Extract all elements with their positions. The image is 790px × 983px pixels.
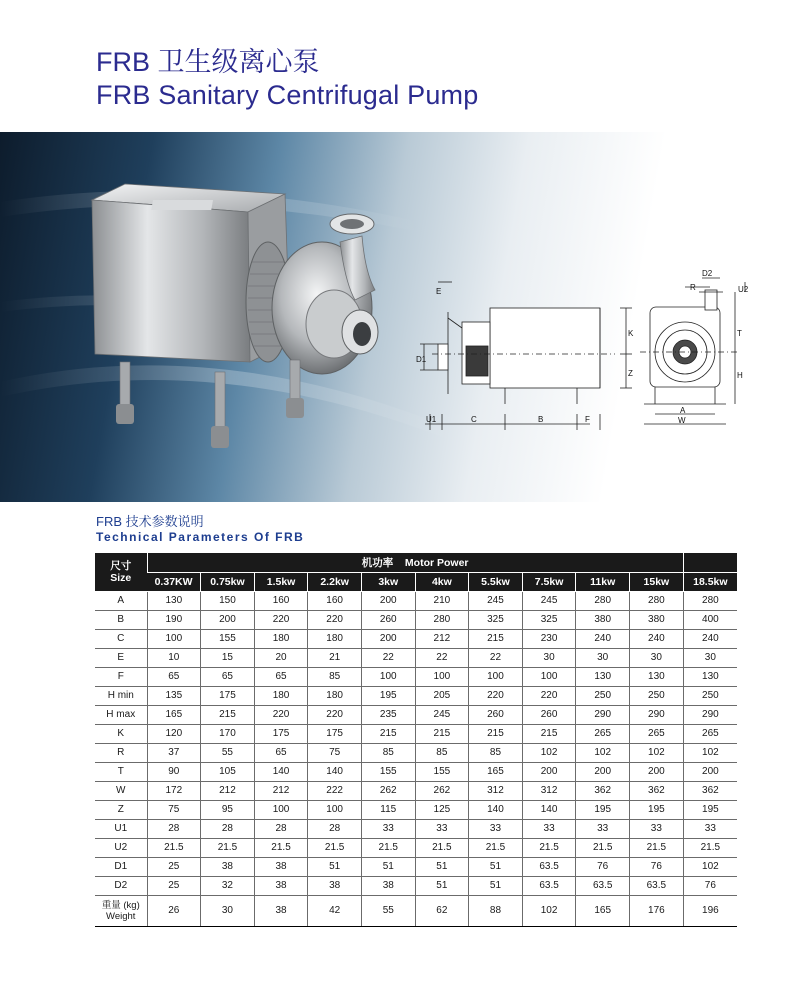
row-label: U2	[95, 838, 147, 857]
table-cell: 362	[683, 781, 737, 800]
table-cell: 200	[576, 762, 630, 781]
table-row	[95, 686, 737, 705]
table-cell: 100	[254, 800, 308, 819]
table-cell: 195	[361, 686, 415, 705]
table-cell: 21.5	[576, 838, 630, 857]
dim-label-c: C	[471, 415, 477, 424]
table-cell: 220	[308, 705, 362, 724]
row-label: H max	[95, 705, 147, 724]
page-title-cn: FRB 卫生级离心泵	[96, 47, 320, 77]
table-cell: 212	[201, 781, 255, 800]
table-cell: 245	[469, 591, 523, 610]
power-header-cell: 7.5kw	[522, 572, 576, 591]
front-view-drawing	[640, 278, 745, 424]
table-cell: 51	[361, 857, 415, 876]
table-row	[95, 781, 737, 800]
table-row	[95, 705, 737, 724]
table-cell: 262	[415, 781, 469, 800]
table-cell: 38	[201, 857, 255, 876]
table-cell: 215	[522, 724, 576, 743]
dim-label-d1: D1	[416, 355, 427, 364]
table-cell: 120	[147, 724, 201, 743]
table-cell: 51	[415, 857, 469, 876]
table-cell: 22	[361, 648, 415, 667]
dim-label-e: E	[436, 287, 442, 296]
row-label: H min	[95, 686, 147, 705]
table-row	[95, 762, 737, 781]
table-cell: 25	[147, 876, 201, 895]
table-cell: 265	[683, 724, 737, 743]
row-label: T	[95, 762, 147, 781]
table-cell: 212	[254, 781, 308, 800]
table-cell: 212	[415, 629, 469, 648]
table-cell: 200	[630, 762, 684, 781]
table-cell: 105	[201, 762, 255, 781]
table-cell: 250	[576, 686, 630, 705]
table-cell: 262	[361, 781, 415, 800]
table-cell: 63.5	[522, 857, 576, 876]
table-cell: 312	[522, 781, 576, 800]
table-cell: 21.5	[522, 838, 576, 857]
row-label: U1	[95, 819, 147, 838]
product-banner	[0, 132, 790, 502]
table-cell: 21	[308, 648, 362, 667]
dim-label-r: R	[690, 283, 696, 292]
dim-label-f: F	[585, 415, 590, 424]
table-row	[95, 724, 737, 743]
side-view-drawing	[420, 282, 632, 430]
dim-label-b: B	[538, 415, 544, 424]
table-row	[95, 876, 737, 895]
row-label: R	[95, 743, 147, 762]
table-cell: 21.5	[254, 838, 308, 857]
size-header-cn: 尺寸	[110, 559, 132, 572]
table-cell: 102	[522, 895, 576, 926]
motor-power-en: Motor Power	[404, 556, 469, 569]
table-cell: 20	[254, 648, 308, 667]
table-cell: 100	[147, 629, 201, 648]
table-cell: 65	[254, 743, 308, 762]
section-title-cn: FRB 技术参数说明	[96, 514, 204, 529]
table-cell: 33	[469, 819, 523, 838]
table-cell: 85	[415, 743, 469, 762]
table-row	[95, 857, 737, 876]
row-label: F	[95, 667, 147, 686]
table-cell: 200	[361, 629, 415, 648]
table-cell: 75	[308, 743, 362, 762]
table-cell: 240	[576, 629, 630, 648]
table-cell: 380	[576, 610, 630, 629]
table-cell: 325	[469, 610, 523, 629]
table-cell: 85	[469, 743, 523, 762]
table-cell: 95	[201, 800, 255, 819]
table-cell: 42	[308, 895, 362, 926]
size-header-en: Size	[110, 571, 132, 584]
table-cell: 28	[254, 819, 308, 838]
table-cell: 155	[361, 762, 415, 781]
table-cell: 30	[201, 895, 255, 926]
table-row	[95, 591, 737, 610]
table-cell: 28	[308, 819, 362, 838]
power-header-cell: 1.5kw	[254, 572, 308, 591]
table-cell: 33	[576, 819, 630, 838]
table-cell: 176	[630, 895, 684, 926]
row-label: W	[95, 781, 147, 800]
table-row	[95, 743, 737, 762]
table-cell: 175	[308, 724, 362, 743]
table-cell: 160	[254, 591, 308, 610]
table-cell: 33	[415, 819, 469, 838]
table-cell: 102	[683, 857, 737, 876]
power-header-cell: 18.5kw	[683, 572, 737, 591]
table-cell: 25	[147, 857, 201, 876]
power-header-row	[95, 572, 737, 591]
table-cell: 63.5	[576, 876, 630, 895]
table-cell: 63.5	[522, 876, 576, 895]
dim-label-z: Z	[628, 369, 633, 378]
table-cell: 196	[683, 895, 737, 926]
power-header-cell: 0.75kw	[201, 572, 255, 591]
table-cell: 240	[683, 629, 737, 648]
table-cell: 250	[630, 686, 684, 705]
table-cell: 21.5	[147, 838, 201, 857]
table-cell: 312	[469, 781, 523, 800]
table-cell: 62	[415, 895, 469, 926]
table-cell: 37	[147, 743, 201, 762]
table-cell: 21.5	[361, 838, 415, 857]
table-cell: 26	[147, 895, 201, 926]
table-cell: 195	[576, 800, 630, 819]
table-cell: 220	[522, 686, 576, 705]
table-cell: 260	[361, 610, 415, 629]
table-cell: 220	[254, 610, 308, 629]
dim-label-u2: U2	[738, 285, 749, 294]
table-cell: 30	[630, 648, 684, 667]
power-header-cell: 11kw	[576, 572, 630, 591]
table-cell: 85	[361, 743, 415, 762]
dim-label-a: A	[680, 406, 686, 415]
table-cell: 280	[576, 591, 630, 610]
table-cell: 75	[147, 800, 201, 819]
table-cell: 245	[415, 705, 469, 724]
size-header	[95, 553, 147, 591]
table-cell: 102	[576, 743, 630, 762]
table-cell: 115	[361, 800, 415, 819]
table-cell: 51	[469, 876, 523, 895]
table-row	[95, 667, 737, 686]
spec-table	[95, 553, 737, 927]
table-cell: 280	[415, 610, 469, 629]
table-cell: 100	[469, 667, 523, 686]
table-cell: 76	[683, 876, 737, 895]
table-cell: 265	[630, 724, 684, 743]
table-cell: 235	[361, 705, 415, 724]
table-cell: 21.5	[201, 838, 255, 857]
table-cell: 33	[683, 819, 737, 838]
table-cell: 200	[201, 610, 255, 629]
table-cell: 180	[254, 629, 308, 648]
power-header-cell: 15kw	[630, 572, 684, 591]
page-title-en: FRB Sanitary Centrifugal Pump	[96, 80, 479, 110]
spec-table-body	[95, 591, 737, 926]
table-cell: 215	[201, 705, 255, 724]
dim-label-t: T	[737, 329, 742, 338]
power-header-cell: 4kw	[415, 572, 469, 591]
table-cell: 200	[522, 762, 576, 781]
table-cell: 130	[576, 667, 630, 686]
table-cell: 76	[576, 857, 630, 876]
table-cell: 175	[201, 686, 255, 705]
dim-label-u1: U1	[426, 415, 437, 424]
table-cell: 222	[308, 781, 362, 800]
table-cell: 51	[469, 857, 523, 876]
row-label: D1	[95, 857, 147, 876]
row-label: Z	[95, 800, 147, 819]
motor-power-header	[147, 553, 683, 572]
table-cell: 195	[683, 800, 737, 819]
table-cell: 100	[361, 667, 415, 686]
table-cell: 230	[522, 629, 576, 648]
table-cell: 280	[630, 591, 684, 610]
table-cell: 65	[201, 667, 255, 686]
table-cell: 33	[361, 819, 415, 838]
table-cell: 290	[683, 705, 737, 724]
table-cell: 200	[361, 591, 415, 610]
table-cell: 51	[415, 876, 469, 895]
table-cell: 215	[361, 724, 415, 743]
table-cell: 90	[147, 762, 201, 781]
table-cell: 155	[415, 762, 469, 781]
table-cell: 130	[630, 667, 684, 686]
table-cell: 33	[630, 819, 684, 838]
table-cell: 100	[308, 800, 362, 819]
table-row	[95, 838, 737, 857]
table-cell: 362	[576, 781, 630, 800]
table-cell: 195	[630, 800, 684, 819]
table-cell: 265	[576, 724, 630, 743]
table-cell: 125	[415, 800, 469, 819]
motor-power-header-extra	[683, 553, 737, 572]
pump-illustration	[92, 184, 378, 448]
table-cell: 135	[147, 686, 201, 705]
table-cell: 220	[469, 686, 523, 705]
row-label: B	[95, 610, 147, 629]
table-cell: 380	[630, 610, 684, 629]
table-cell: 155	[201, 629, 255, 648]
table-cell: 172	[147, 781, 201, 800]
table-cell: 290	[630, 705, 684, 724]
table-cell: 200	[683, 762, 737, 781]
table-cell: 180	[308, 629, 362, 648]
table-cell: 325	[522, 610, 576, 629]
table-cell: 76	[630, 857, 684, 876]
table-cell: 28	[147, 819, 201, 838]
table-cell: 28	[201, 819, 255, 838]
table-cell: 100	[415, 667, 469, 686]
table-cell: 260	[469, 705, 523, 724]
table-cell: 21.5	[469, 838, 523, 857]
dim-label-k: K	[628, 329, 634, 338]
table-cell: 30	[576, 648, 630, 667]
table-cell: 290	[576, 705, 630, 724]
table-row	[95, 819, 737, 838]
table-cell: 150	[201, 591, 255, 610]
table-cell: 102	[630, 743, 684, 762]
table-cell: 21.5	[630, 838, 684, 857]
table-cell: 38	[308, 876, 362, 895]
table-cell: 220	[254, 705, 308, 724]
table-cell: 55	[361, 895, 415, 926]
table-cell: 165	[147, 705, 201, 724]
table-cell: 102	[522, 743, 576, 762]
dim-label-w: W	[678, 416, 686, 425]
row-label: E	[95, 648, 147, 667]
banner-artwork	[0, 132, 790, 502]
table-cell: 180	[308, 686, 362, 705]
table-cell: 215	[469, 724, 523, 743]
table-cell: 170	[201, 724, 255, 743]
table-cell: 240	[630, 629, 684, 648]
table-cell: 140	[469, 800, 523, 819]
table-cell: 30	[522, 648, 576, 667]
table-cell: 175	[254, 724, 308, 743]
table-cell: 220	[308, 610, 362, 629]
table-cell: 215	[469, 629, 523, 648]
table-cell: 245	[522, 591, 576, 610]
table-row	[95, 629, 737, 648]
power-header-cell: 5.5kw	[469, 572, 523, 591]
table-cell: 65	[254, 667, 308, 686]
table-cell: 22	[415, 648, 469, 667]
section-title-en: Technical Parameters Of FRB	[96, 530, 305, 544]
table-cell: 21.5	[415, 838, 469, 857]
table-cell: 190	[147, 610, 201, 629]
row-label: A	[95, 591, 147, 610]
table-cell: 30	[683, 648, 737, 667]
table-cell: 400	[683, 610, 737, 629]
weight-row	[95, 895, 737, 926]
table-cell: 65	[147, 667, 201, 686]
table-cell: 362	[630, 781, 684, 800]
table-cell: 160	[308, 591, 362, 610]
table-cell: 22	[469, 648, 523, 667]
table-cell: 280	[683, 591, 737, 610]
table-cell: 38	[254, 857, 308, 876]
table-cell: 130	[683, 667, 737, 686]
motor-power-cn: 机功率	[361, 556, 394, 569]
table-cell: 38	[254, 876, 308, 895]
weight-label-en: Weight	[106, 910, 136, 922]
table-cell: 32	[201, 876, 255, 895]
table-cell: 10	[147, 648, 201, 667]
weight-label	[95, 895, 147, 926]
table-cell: 63.5	[630, 876, 684, 895]
table-cell: 38	[254, 895, 308, 926]
table-cell: 85	[308, 667, 362, 686]
table-cell: 210	[415, 591, 469, 610]
table-cell: 165	[576, 895, 630, 926]
power-header-cell: 0.37KW	[147, 572, 201, 591]
table-cell: 33	[522, 819, 576, 838]
table-row	[95, 610, 737, 629]
table-cell: 55	[201, 743, 255, 762]
row-label: D2	[95, 876, 147, 895]
table-cell: 102	[683, 743, 737, 762]
table-cell: 250	[683, 686, 737, 705]
table-cell: 140	[254, 762, 308, 781]
table-cell: 260	[522, 705, 576, 724]
table-cell: 15	[201, 648, 255, 667]
table-cell: 21.5	[308, 838, 362, 857]
table-cell: 130	[147, 591, 201, 610]
row-label: K	[95, 724, 147, 743]
dim-label-d2: D2	[702, 269, 713, 278]
table-cell: 140	[308, 762, 362, 781]
table-cell: 51	[308, 857, 362, 876]
table-cell: 165	[469, 762, 523, 781]
table-cell: 38	[361, 876, 415, 895]
table-cell: 21.5	[683, 838, 737, 857]
table-cell: 140	[522, 800, 576, 819]
table-cell: 100	[522, 667, 576, 686]
power-header-cell: 2.2kw	[308, 572, 362, 591]
table-cell: 88	[469, 895, 523, 926]
dim-label-h: H	[737, 371, 743, 380]
table-row	[95, 800, 737, 819]
row-label: C	[95, 629, 147, 648]
table-cell: 180	[254, 686, 308, 705]
table-cell: 205	[415, 686, 469, 705]
table-row	[95, 648, 737, 667]
weight-label-cn: 重量 (kg)	[101, 899, 140, 911]
table-cell: 215	[415, 724, 469, 743]
power-header-cell: 3kw	[361, 572, 415, 591]
